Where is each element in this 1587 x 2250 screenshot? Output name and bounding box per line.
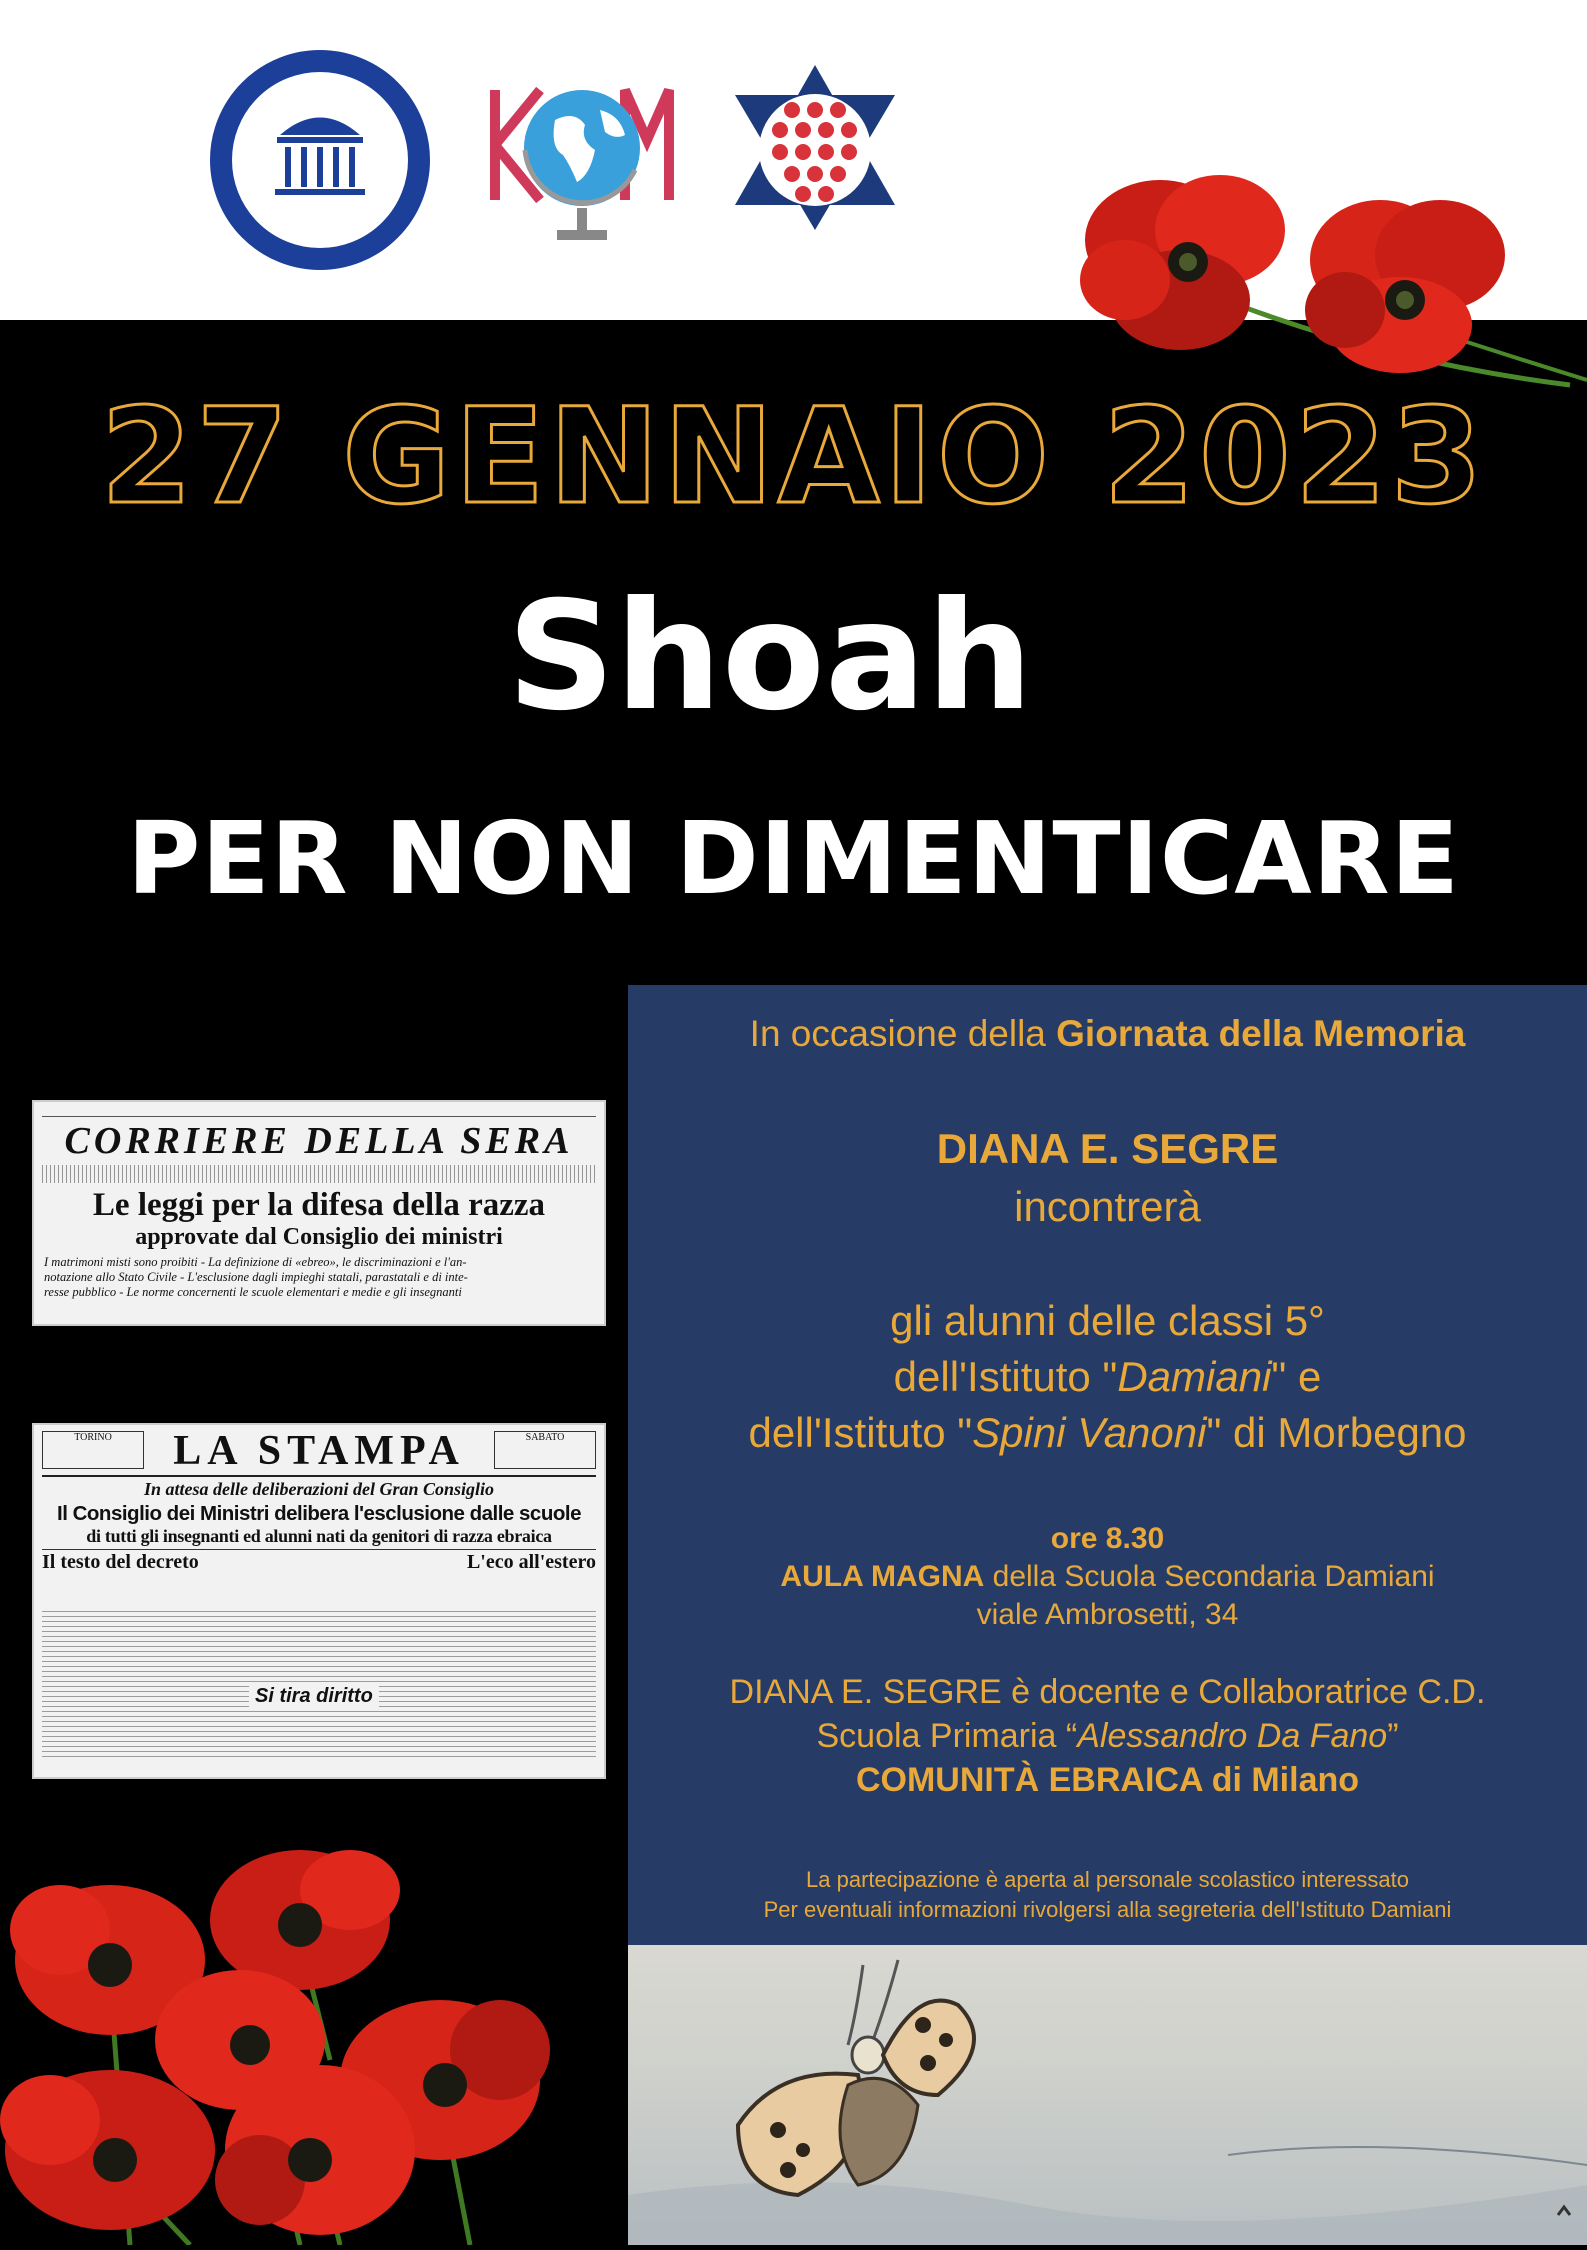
stampa-left-box: TORINO bbox=[42, 1431, 144, 1469]
event-venue: AULA MAGNA della Scuola Secondaria Damiani bbox=[780, 1560, 1435, 1593]
corriere-masthead: CORRIERE DELLA SERA bbox=[64, 1120, 574, 1162]
stampa-headline-2: di tutti gli insegnanti ed alunni nati da genitori di razza ebraica bbox=[86, 1526, 552, 1546]
corriere-headline: Le leggi per la difesa della razza bbox=[92, 1187, 546, 1223]
newspaper-corriere-clipping bbox=[32, 1100, 606, 1326]
note-line-2: Per eventuali informazioni rivolgersi alla segreteria dell'Istituto Damiani bbox=[763, 1897, 1452, 1922]
note-line-1: La partecipazione è aperta al personale scolastico interessato bbox=[806, 1867, 1409, 1892]
page-title: Shoah bbox=[507, 570, 1033, 744]
event-address: viale Ambrosetti, 34 bbox=[976, 1598, 1239, 1631]
event-time: ore 8.30 bbox=[1050, 1522, 1165, 1555]
stampa-headline-1: Il Consiglio dei Ministri delibera l'esclusione dalle scuole bbox=[57, 1502, 581, 1525]
bio-line-3: COMUNITÀ EBRAICA di Milano bbox=[855, 1761, 1360, 1799]
poppy-icon bbox=[1070, 150, 1587, 400]
stampa-masthead: LA STAMPA bbox=[173, 1428, 465, 1474]
stampa-body-text bbox=[42, 1607, 596, 1757]
stampa-section-left: Il testo del decreto bbox=[42, 1551, 199, 1573]
institute-logo-icon bbox=[205, 45, 435, 275]
newspaper-stampa-clipping bbox=[32, 1423, 606, 1779]
stampa-right-box: SABATO bbox=[494, 1431, 596, 1469]
star-of-david-logo-icon bbox=[730, 60, 900, 235]
event-info-panel bbox=[628, 985, 1587, 1945]
globe-logo-icon bbox=[485, 70, 675, 250]
audience-line-2: dell'Istituto "Damiani" e bbox=[893, 1353, 1322, 1400]
stampa-kicker: In attesa delle deliberazioni del Gran Consiglio bbox=[42, 1475, 596, 1500]
poppy-icon bbox=[0, 1830, 560, 2245]
audience-line-1: gli alunni delle classi 5° bbox=[890, 1297, 1325, 1344]
bio-line-2: Scuola Primaria “Alessandro Da Fano” bbox=[816, 1717, 1399, 1755]
intro-line: In occasione della Giornata della Memoria bbox=[749, 1013, 1466, 1054]
speaker-name: DIANA E. SEGRE bbox=[936, 1125, 1279, 1172]
page-subtitle: PER NON DIMENTICARE bbox=[127, 800, 1460, 917]
stampa-inline-headline: Si tira diritto bbox=[249, 1685, 379, 1708]
audience-line-3: dell'Istituto "Spini Vanoni" di Morbegno bbox=[748, 1409, 1467, 1456]
stampa-section-right: L'eco all'estero bbox=[466, 1551, 596, 1573]
corriere-lead: I matrimoni misti sono proibiti - La definizione di «ebreo», le discriminazioni e l'an- notazione allo Stato Civile - L'esclusione dagli impieghi statali, parastatali e di inte- resse pubblico - Le norme concernenti le scuole elementari e medie e gli insegnanti bbox=[44, 1255, 468, 1299]
corriere-subhead: approvate dal Consiglio dei ministri bbox=[135, 1224, 503, 1250]
butterfly-painting bbox=[628, 1945, 1587, 2245]
speaker-verb: incontrerà bbox=[1014, 1183, 1201, 1230]
butterfly-icon bbox=[628, 1945, 1587, 2245]
bio-line-1: DIANA E. SEGRE è docente e Collaboratrice C.D. bbox=[729, 1673, 1486, 1711]
event-date: 27 GENNAIO 2023 bbox=[100, 380, 1487, 534]
